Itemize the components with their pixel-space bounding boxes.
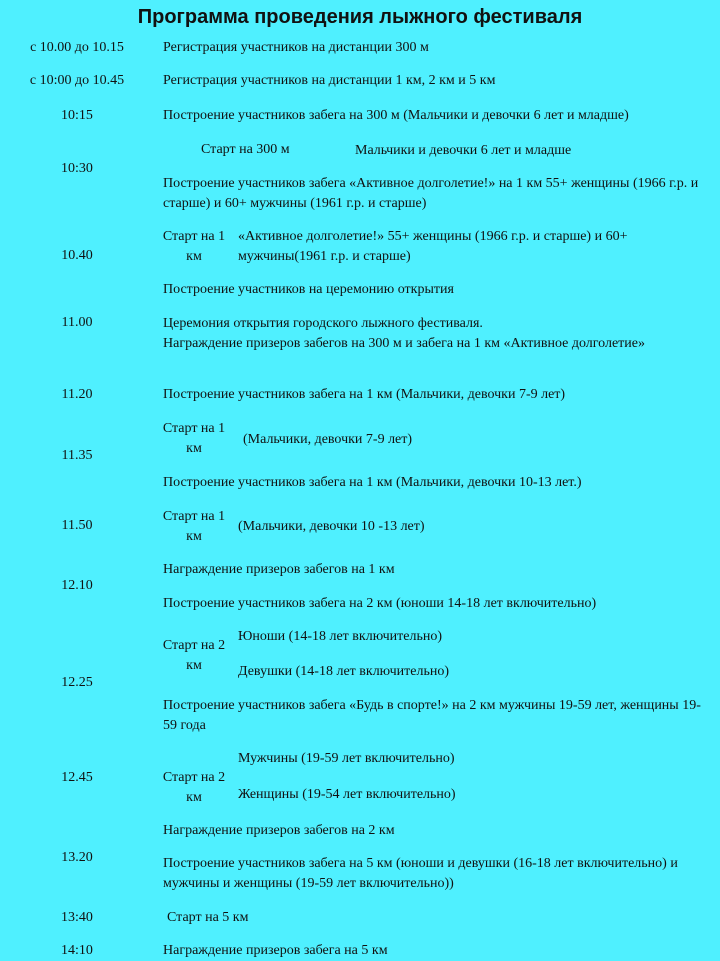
- time-cell: 10.40: [61, 248, 93, 263]
- start-label: Старт на 5 км: [167, 910, 249, 925]
- start-label: Старт на 1 км: [162, 421, 226, 456]
- group-label: Юноши (14-18 лет включительно): [238, 629, 443, 644]
- group-label: Девушки (14-18 лет включительно): [238, 664, 449, 679]
- time-cell: 12.45: [61, 770, 93, 785]
- event-text: Построение участников забега на 1 км (Мальчики, девочки 10-13 лет.): [163, 475, 582, 490]
- time-cell: 12.25: [61, 675, 93, 690]
- event-text: Награждение призеров забега на 5 км: [163, 943, 388, 958]
- group-label: Мужчины (19-59 лет включительно): [238, 751, 455, 766]
- event-text: Построение участников на церемонию открытия: [163, 282, 454, 297]
- page-title: Программа проведения лыжного фестиваля: [137, 6, 583, 28]
- start-label: Старт на 2 км: [162, 638, 226, 673]
- event-text: Награждение призеров забегов на 300 м и забега на 1 км «Активное долголетие»: [163, 336, 645, 351]
- time-cell: 10:15: [61, 108, 93, 123]
- group-label: Женщины (19-54 лет включительно): [238, 787, 456, 802]
- time-cell: 11.50: [61, 518, 93, 533]
- group-label: (Мальчики, девочки 10 -13 лет): [238, 519, 425, 534]
- event-text: Регистрация участников на дистанции 300 м: [163, 40, 429, 55]
- event-text: Построение участников забега на 300 м (Мальчики и девочки 6 лет и младше): [163, 108, 629, 123]
- time-cell: 14:10: [61, 943, 93, 958]
- event-text: Награждение призеров забегов на 2 км: [163, 823, 395, 838]
- time-cell: 11.00: [61, 315, 93, 330]
- group-label: (Мальчики, девочки 7-9 лет): [243, 432, 413, 447]
- time-cell: 11.35: [61, 448, 93, 463]
- event-text: Построение участников забега «Будь в спорте!» на 2 км мужчины 19-59 лет, женщины 19-59 года: [163, 698, 701, 733]
- event-text: Регистрация участников на дистанции 1 км, 2 км и 5 км: [163, 73, 496, 88]
- start-label: Старт на 1 км: [162, 229, 226, 264]
- time-cell: 11.20: [61, 387, 93, 402]
- time-cell: с 10.00 до 10.15: [30, 40, 124, 55]
- start-label: Старт на 2 км: [162, 770, 226, 805]
- time-cell: 12.10: [61, 578, 93, 593]
- group-label: Мальчики и девочки 6 лет и младше: [355, 143, 572, 158]
- event-text: Награждение призеров забегов на 1 км: [163, 562, 395, 577]
- start-label: Старт на 300 м: [201, 142, 290, 157]
- event-text: Построение участников забега «Активное долголетие!» на 1 км 55+ женщины (1966 г.р. и старше) и 60+ мужчины (1961 г.р. и старше): [163, 176, 699, 211]
- event-text: Церемония открытия городского лыжного фестиваля.: [163, 316, 483, 331]
- time-cell: с 10:00 до 10.45: [29, 73, 125, 88]
- event-text: Построение участников забега на 1 км (Мальчики, девочки 7-9 лет): [163, 387, 566, 402]
- time-cell: 10:30: [61, 161, 93, 176]
- group-label: «Активное долголетие!» 55+ женщины (1966 г.р. и старше) и 60+ мужчины(1961 г.р. и старше): [238, 229, 628, 264]
- start-label: Старт на 1 км: [162, 509, 226, 544]
- event-text: Построение участников забега на 2 км (юноши 14-18 лет включительно): [163, 596, 597, 611]
- event-text: Построение участников забега на 5 км (юноши и девушки (16-18 лет включительно) и мужчины и женщины (19-59 лет включительно)): [163, 856, 678, 891]
- time-cell: 13.20: [61, 850, 93, 865]
- time-cell: 13:40: [61, 910, 93, 925]
